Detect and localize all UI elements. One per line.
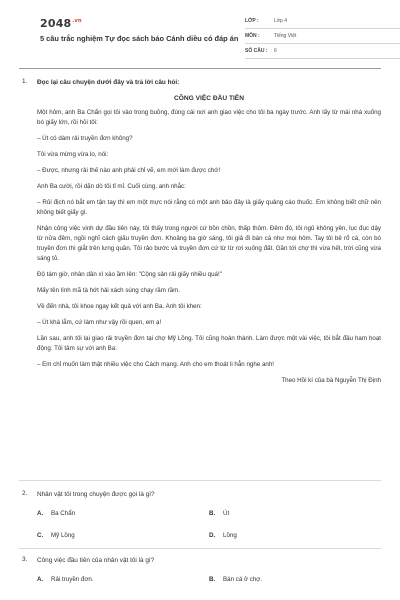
answer-option-b[interactable] xyxy=(209,576,381,598)
option-text: Lồng xyxy=(223,532,237,539)
meta-key: SỐ CÂU : xyxy=(245,48,268,54)
meta-key: LỚP : xyxy=(245,18,259,24)
header xyxy=(19,0,381,64)
meta-row-count xyxy=(245,44,400,59)
option-letter: B. xyxy=(209,576,216,583)
answer-option-a[interactable] xyxy=(37,576,209,598)
meta-value: 6 xyxy=(274,48,277,54)
story-source: Theo Hồi kí của bà Nguyễn Thị Định xyxy=(281,377,381,384)
story-paragraph: – Được, nhưng rải thế nào anh phải chỉ vẽ, em mới làm được chớ! xyxy=(37,167,221,174)
question-number: 1. xyxy=(22,78,28,85)
meta-value: Tiếng Việt xyxy=(274,33,297,39)
story-paragraph: Độ tám giờ, nhân dân xì xào ầm lên: "Cộng sản rải giấy nhiều quá!" xyxy=(37,271,222,278)
meta-value: Lớp 4 xyxy=(274,18,288,24)
option-text: Bán cá ở chợ. xyxy=(223,576,263,583)
story-paragraph: Một hôm, anh Ba Chẩn gọi tôi vào trong buồng, đúng cái nơi anh giao việc cho tôi ba ngày trước. Anh lấy từ mái nhà xuống bó giấy lớn, rồi hỏi tôi: xyxy=(37,109,381,126)
answer-option-c[interactable] xyxy=(37,532,209,554)
story-title: CÔNG VIỆC ĐẦU TIÊN xyxy=(174,95,244,102)
question-2 xyxy=(19,490,381,554)
option-text: Mỹ Lồng xyxy=(51,532,75,539)
question-number: 3. xyxy=(22,556,28,563)
story-paragraph: Mấy tên lính mã tà hớt hải xách súng chạy rầm rầm. xyxy=(37,287,180,294)
option-letter: B. xyxy=(209,510,216,517)
question-3 xyxy=(19,556,381,598)
answer-option-d[interactable] xyxy=(209,532,381,554)
meta-row-subject xyxy=(245,29,400,44)
meta-key: MÔN : xyxy=(245,33,260,39)
answer-option-b[interactable] xyxy=(209,510,381,532)
option-letter: A. xyxy=(37,510,44,517)
meta-row-class xyxy=(245,14,400,29)
site-logo[interactable] xyxy=(40,17,82,30)
option-text: Rải truyền đơn. xyxy=(51,576,94,583)
story-paragraph: Tôi vừa mừng vừa lo, nói: xyxy=(37,151,109,158)
option-text: Ba Chẩn xyxy=(51,510,76,517)
question-text: Nhân vật tôi trong chuyện được gọi là gì? xyxy=(37,491,155,498)
answer-option-a[interactable] xyxy=(37,510,209,532)
story-paragraph: – Rủi địch nó bắt em tận tay thì em một mực nói rằng có một anh bảo đây là giấy quảng cáo thuốc. Em không biết chữ nên không biết giấy gì. xyxy=(37,199,381,216)
document-title: 5 câu trắc nghiệm Tự đọc sách báo Cánh diều có đáp án xyxy=(40,34,239,43)
option-text: Út xyxy=(223,510,230,517)
option-letter: D. xyxy=(209,532,216,539)
story-paragraph: Về đến nhà, tôi khoe ngay kết quả với anh Ba. Anh tôi khen: xyxy=(37,303,202,310)
story-paragraph: – Em chỉ muốn làm thật nhiều việc cho Cách mạng. Anh cho em thoát li hẳn nghe anh! xyxy=(37,361,274,368)
story-paragraph: Lần sau, anh tôi lại giao rải truyền đơn tại chợ Mỹ Lồng. Tôi cũng hoàn thành. Làm được một vài việc, tôi bắt đầu ham hoạt động. Tôi tâm sự với anh Ba: xyxy=(37,335,381,352)
option-letter: A. xyxy=(37,576,44,583)
story-paragraph: – Út khá lắm, cứ làm như vậy rồi quen, em ạ! xyxy=(37,319,162,326)
question-separator xyxy=(19,548,381,549)
story-paragraph: Anh Ba cười, rồi dặn dò tôi tỉ mỉ. Cuối cùng, anh nhắc: xyxy=(37,183,186,190)
question-number: 2. xyxy=(22,490,28,497)
option-letter: C. xyxy=(37,532,44,539)
content xyxy=(19,78,381,583)
story-paragraph: – Út có dám rải truyền đơn không? xyxy=(37,135,133,142)
meta-info xyxy=(245,14,400,59)
answer-options xyxy=(37,576,381,598)
question-separator xyxy=(19,480,381,481)
question-text: Đọc lại câu chuyện dưới đây và trả lời câu hỏi: xyxy=(37,79,180,86)
header-divider xyxy=(19,68,381,69)
logo-suffix: .vn xyxy=(72,18,82,25)
logo-text: 2048 xyxy=(40,17,72,30)
question-text: Công việc đầu tiên của nhân vật tôi là gì? xyxy=(37,557,155,564)
story-paragraph: Nhận công việc vinh dự đầu tiên này, tôi thấy trong người cứ bồn chồn, thấp thỏm. Đêm đó, tôi ngủ không yên, lục đục dậy từ nửa đêm, ngồi nghĩ cách giấu truyền đơn. Khoảng ba giờ sáng, tôi giả đi bán cá như mọi hôm. Tay tôi bê rổ cá, còn bó truyền đơn thì giắt trên lưng quần. Tôi rảo bước và truyền đơn cứ từ từ rơi xuống đất. Gần tới chợ thì vừa hết, trời cũng vừa sáng tỏ. xyxy=(37,225,381,262)
question-1 xyxy=(19,78,381,386)
